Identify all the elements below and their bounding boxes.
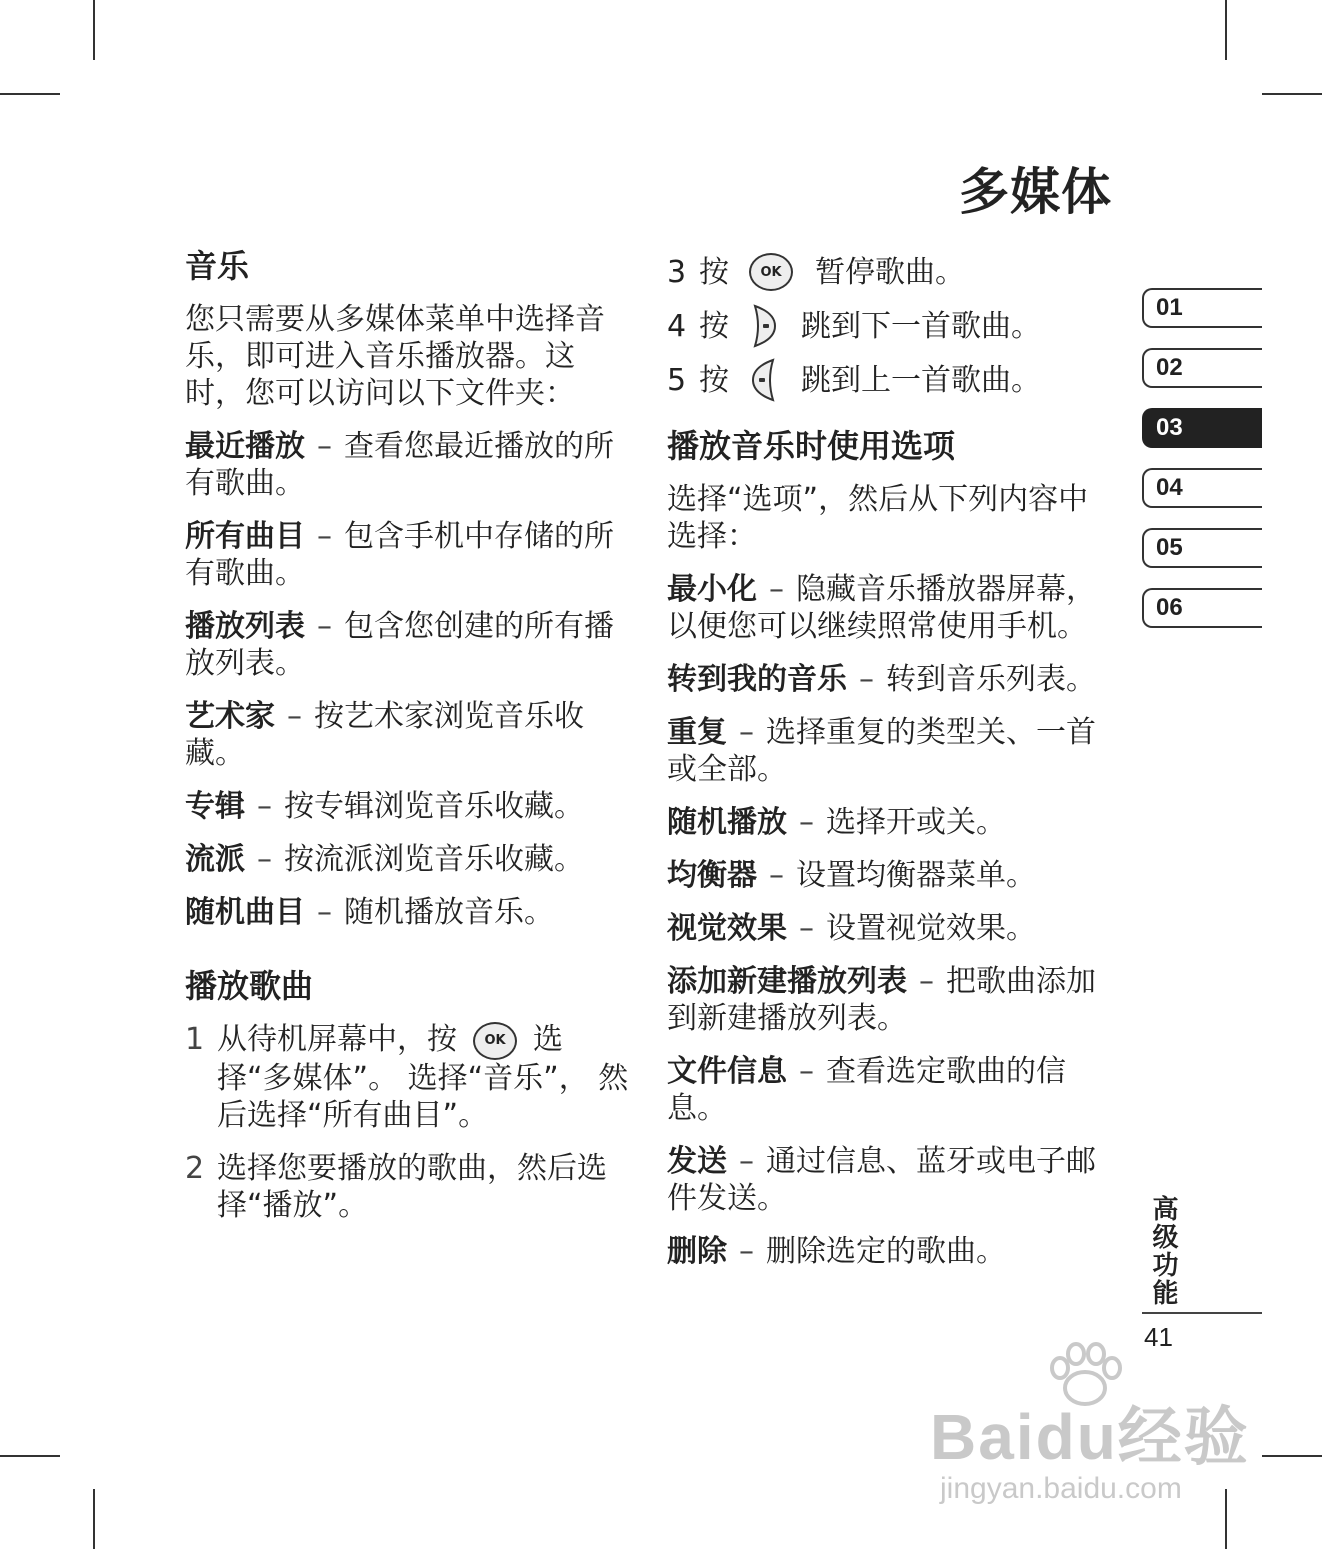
folder-desc: 按专辑浏览音乐收藏。	[284, 789, 584, 824]
option-item	[667, 714, 1117, 788]
option-item	[667, 857, 1117, 894]
crop-mark	[1262, 93, 1322, 95]
step-number: 3	[667, 254, 687, 290]
step-number: 2	[185, 1150, 205, 1186]
option-term: 删除	[667, 1234, 727, 1269]
folder-item	[185, 841, 630, 878]
option-term: 最小化	[667, 572, 757, 607]
watermark-url: jingyan.baidu.com	[940, 1472, 1182, 1505]
separator: –	[317, 609, 332, 644]
separator: –	[859, 662, 874, 697]
separator: –	[317, 895, 332, 930]
step-press-word: 按	[699, 362, 729, 398]
step-text: 选择“多媒体”。 选择“音乐”， 然后选择“所有曲目”。	[217, 1022, 629, 1133]
ok-key-icon: OK	[749, 253, 793, 291]
separator: –	[739, 1234, 754, 1269]
ok-key-icon: OK	[473, 1022, 517, 1060]
folder-term: 所有曲目	[185, 519, 305, 554]
step-text: 从待机屏幕中，按	[217, 1022, 457, 1057]
footer-rule	[1142, 1312, 1262, 1314]
option-term: 重复	[667, 715, 727, 750]
option-item	[667, 1233, 1117, 1270]
option-desc: 查看选定歌曲的信息。	[667, 1054, 1066, 1126]
separator: –	[799, 805, 814, 840]
folder-desc: 包含手机中存储的所有歌曲。	[185, 519, 614, 591]
crop-mark	[0, 93, 60, 95]
option-desc: 隐藏音乐播放器屏幕，以便您可以继续照常使用手机。	[667, 572, 1096, 644]
separator: –	[799, 1054, 814, 1089]
option-item	[667, 661, 1117, 698]
separator: –	[769, 858, 784, 893]
crop-mark	[93, 0, 95, 60]
option-desc: 选择开或关。	[826, 805, 1006, 840]
options-intro: 选择“选项”，然后从下列内容中选择：	[667, 482, 1089, 554]
folder-desc: 查看您最近播放的所有歌曲。	[185, 429, 614, 501]
step-3	[667, 245, 1117, 299]
separator: –	[919, 964, 934, 999]
step-5	[667, 353, 1117, 407]
chapter-tabs	[1142, 288, 1262, 648]
option-term: 发送	[667, 1144, 727, 1179]
crop-mark	[0, 1455, 60, 1457]
folder-item	[185, 698, 630, 772]
step-number: 1	[185, 1022, 205, 1057]
option-item	[667, 804, 1117, 841]
folder-item	[185, 894, 630, 931]
step-2	[185, 1150, 630, 1224]
music-intro: 您只需要从多媒体菜单中选择音乐，即可进入音乐播放器。这时，您可以访问以下文件夹：	[185, 302, 605, 411]
folder-item	[185, 788, 630, 825]
music-heading: 音乐	[185, 247, 250, 285]
folder-term: 最近播放	[185, 429, 305, 464]
option-desc: 转到音乐列表。	[886, 662, 1096, 697]
step-text: 跳到下一首歌曲。	[801, 308, 1041, 344]
folder-term: 播放列表	[185, 609, 305, 644]
step-number: 5	[667, 362, 687, 398]
separator: –	[739, 1144, 754, 1179]
option-desc: 把歌曲添加到新建播放列表。	[667, 964, 1096, 1036]
option-item	[667, 910, 1117, 947]
folder-item	[185, 428, 630, 502]
tab-04[interactable]: 04	[1142, 468, 1262, 508]
step-press-word: 按	[699, 254, 729, 290]
option-desc: 删除选定的歌曲。	[766, 1234, 1006, 1269]
step-press-word: 按	[699, 308, 729, 344]
folder-desc: 随机播放音乐。	[344, 895, 554, 930]
option-desc: 设置均衡器菜单。	[796, 858, 1036, 893]
right-column	[667, 245, 1117, 1286]
option-desc: 通过信息、蓝牙或电子邮件发送。	[667, 1144, 1096, 1216]
step-text: 跳到上一首歌曲。	[801, 362, 1041, 398]
tab-01[interactable]: 01	[1142, 288, 1262, 328]
play-song-heading: 播放歌曲	[185, 967, 314, 1005]
crop-mark	[93, 1489, 95, 1549]
crop-mark	[1225, 0, 1227, 60]
folder-item	[185, 608, 630, 682]
folder-term: 流派	[185, 842, 245, 877]
page-number: 41	[1144, 1322, 1173, 1352]
folder-term: 随机曲目	[185, 895, 305, 930]
option-desc: 选择重复的类型关、一首或全部。	[667, 715, 1096, 787]
crop-mark	[1262, 1455, 1322, 1457]
page-title: 多媒体	[959, 163, 1112, 221]
tab-03[interactable]: 03	[1142, 408, 1262, 448]
separator: –	[257, 789, 272, 824]
option-item	[667, 963, 1117, 1037]
nav-left-key-icon	[749, 357, 779, 403]
step-4	[667, 299, 1117, 353]
separator: –	[287, 699, 302, 734]
option-term: 添加新建播放列表	[667, 964, 907, 999]
tab-02[interactable]: 02	[1142, 348, 1262, 388]
option-item	[667, 571, 1117, 645]
folder-desc: 按流派浏览音乐收藏。	[284, 842, 584, 877]
folder-term: 专辑	[185, 789, 245, 824]
nav-right-key-icon	[749, 303, 779, 349]
option-term: 均衡器	[667, 858, 757, 893]
separator: –	[769, 572, 784, 607]
option-item	[667, 1143, 1117, 1217]
option-desc: 设置视觉效果。	[826, 911, 1036, 946]
paw-icon	[1040, 1340, 1130, 1410]
step-1	[185, 1021, 630, 1134]
folder-desc: 按艺术家浏览音乐收藏。	[185, 699, 584, 771]
option-term: 转到我的音乐	[667, 662, 847, 697]
separator: –	[317, 519, 332, 554]
left-column	[185, 245, 630, 1240]
step-text: 暂停歌曲。	[815, 254, 965, 290]
option-term: 随机播放	[667, 805, 787, 840]
option-term: 视觉效果	[667, 911, 787, 946]
folder-item	[185, 518, 630, 592]
step-text: 选择您要播放的歌曲，然后选择“播放”。	[217, 1150, 607, 1223]
tab-05[interactable]: 05	[1142, 528, 1262, 568]
separator: –	[799, 911, 814, 946]
tab-06[interactable]: 06	[1142, 588, 1262, 628]
separator: –	[257, 842, 272, 877]
separator: –	[317, 429, 332, 464]
option-item	[667, 1053, 1117, 1127]
folder-desc: 包含您创建的所有播放列表。	[185, 609, 614, 681]
step-number: 4	[667, 308, 687, 344]
watermark	[930, 1350, 1250, 1506]
option-term: 文件信息	[667, 1054, 787, 1089]
folder-term: 艺术家	[185, 699, 275, 734]
watermark-brand: Baidu经验	[930, 1401, 1250, 1473]
options-heading: 播放音乐时使用选项	[667, 427, 956, 465]
separator: –	[739, 715, 754, 750]
chapter-label: 高级功能	[1148, 1195, 1178, 1307]
